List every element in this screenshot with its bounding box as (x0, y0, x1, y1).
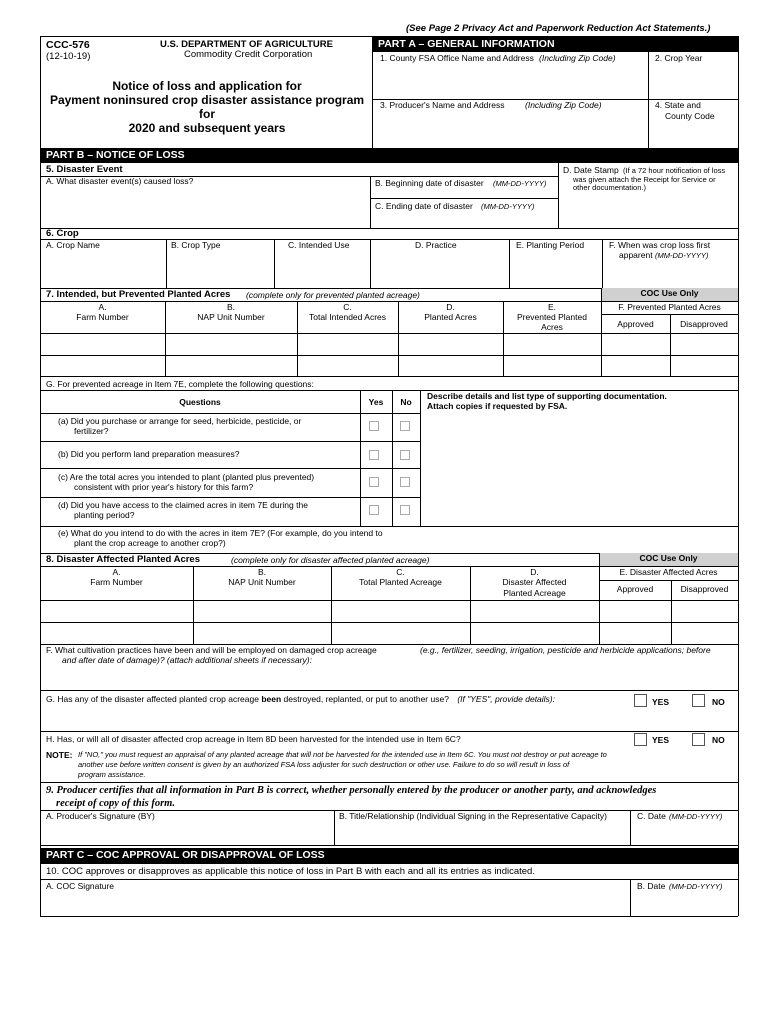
cultivation-practices-note: (e.g., fertilizer, seeding, irrigation, pesticide and herbicide applications; before (420, 645, 711, 655)
question-e: (e) What do you intend to do with the acres in item 7E? (For example, do you intend to (58, 528, 383, 538)
disaster-event-heading: 5. Disaster Event (46, 164, 123, 175)
beginning-date-field[interactable] (371, 177, 557, 197)
agency-name: U.S. DEPARTMENT OF AGRICULTURE (160, 39, 333, 50)
producer-date-field[interactable] (631, 811, 737, 844)
practice-label: D. Practice (415, 240, 457, 250)
coc-use-only-label: COC Use Only (639, 553, 698, 563)
nap-unit-header: NAP Unit Number (228, 577, 296, 587)
loss-apparent-date-field[interactable] (603, 240, 737, 287)
crop-name-field[interactable] (41, 240, 165, 287)
loss-apparent-note: (MM-DD-YYYY) (655, 251, 709, 260)
prevented-acres-letter: E. (547, 302, 557, 312)
ending-date-label: C. Ending date of disaster (375, 201, 473, 211)
divider (40, 441, 420, 442)
question-e-field[interactable] (41, 527, 737, 552)
divider (40, 36, 41, 148)
producer-date-label: C. Date (637, 811, 666, 821)
coc-date-note: (MM-DD-YYYY) (669, 882, 723, 891)
divider (599, 580, 738, 581)
farm-number-letter: A. (112, 567, 121, 577)
acreage-destroyed-no-checkbox[interactable] (692, 694, 705, 707)
producer-date-note: (MM-DD-YYYY) (669, 812, 723, 821)
divider (40, 228, 738, 229)
crop-type-field[interactable] (167, 240, 273, 287)
table-row[interactable] (41, 601, 599, 621)
crop-type-label: B. Crop Type (171, 240, 221, 250)
divider (40, 376, 738, 377)
question-c-yes-checkbox[interactable] (369, 477, 379, 487)
privacy-note: (See Page 2 Privacy Act and Paperwork Reduction Act Statements.) (406, 23, 711, 34)
question-b: (b) Did you perform land preparation measures? (58, 449, 240, 459)
harvested-question: H. Has, or will all of disaster affected crop acreage in Item 8D been harvested for the intended use in Item 6C? (46, 734, 461, 744)
divider (40, 731, 738, 732)
question-a: fertilizer? (74, 426, 109, 436)
beginning-date-label: B. Beginning date of disaster (375, 178, 484, 188)
part-c-heading: PART C – COC APPROVAL OR DISAPPROVAL OF LOSS (40, 848, 738, 864)
date-stamp-note: was given attach the Receipt for Service or (573, 175, 716, 184)
coc-use-only-header (601, 288, 738, 301)
question-e: plant the crop acreage to another crop?) (74, 538, 226, 548)
certification-text: receipt of copy of this form. (56, 798, 175, 809)
disapproved-header: Disapproved (680, 319, 728, 329)
coc-signature-label: A. COC Signature (46, 881, 115, 891)
no-label: NO (712, 697, 725, 707)
harvested-no-checkbox[interactable] (692, 733, 705, 746)
divider (40, 497, 420, 498)
question-c-no-checkbox[interactable] (400, 477, 410, 487)
producer-name-note: (Including Zip Code) (525, 100, 602, 110)
approved-header: Approved (617, 319, 654, 329)
page-title: Payment noninsured crop disaster assistance program (49, 93, 365, 107)
divider (40, 690, 738, 691)
describe-header: Describe details and list type of supporting documentation. (427, 391, 667, 401)
title-relationship-label: B. Title/Relationship (Individual Signing in the Representative Capacity) (339, 811, 607, 821)
question-c: (c) Are the total acres you intended to plant (planted plus prevented) (58, 472, 315, 482)
crop-heading: 6. Crop (46, 228, 79, 239)
farm-number-letter: A. (98, 302, 107, 312)
county-office-label: 1. County FSA Office Name and Address (380, 53, 534, 63)
crop-name-label: A. Crop Name (46, 240, 100, 250)
crop-year-label: 2. Crop Year (655, 53, 703, 63)
coc-use-only-header (599, 553, 738, 566)
prevented-planted-note: (complete only for prevented planted acreage) (246, 290, 420, 300)
date-stamp-note: (If a 72 hour notification of loss (623, 166, 726, 175)
coc-disaster-header: E. Disaster Affected Acres (619, 567, 718, 577)
describe-header: Attach copies if requested by FSA. (427, 401, 568, 411)
date-stamp-label: D. Date Stamp (563, 165, 619, 175)
question-b-yes-checkbox[interactable] (369, 450, 379, 460)
no-header: No (400, 397, 412, 407)
part-b-heading: PART B – NOTICE OF LOSS (40, 148, 738, 163)
producer-signature-field[interactable] (41, 811, 333, 844)
total-intended-letter: C. (343, 302, 352, 312)
total-intended-header: Total Intended Acres (308, 312, 387, 322)
disaster-event-field[interactable] (41, 177, 369, 227)
form-number: CCC-576 (46, 39, 90, 51)
acreage-destroyed-yes-checkbox[interactable] (634, 694, 647, 707)
producer-name-field[interactable] (373, 100, 647, 147)
divider (738, 148, 739, 916)
divider (601, 288, 602, 376)
question-d-no-checkbox[interactable] (400, 505, 410, 515)
planted-acres-letter: D. (446, 302, 455, 312)
prevented-acres-header: Acres (541, 322, 563, 332)
disaster-affected-header: Disaster Affected (502, 577, 567, 587)
divider (738, 36, 739, 148)
producer-name-label: 3. Producer's Name and Address (380, 100, 505, 110)
planting-period-field[interactable] (510, 240, 601, 287)
page-title: for (199, 107, 215, 121)
question-c: consistent with prior year's history for this farm? (74, 482, 254, 492)
state-county-code-field[interactable] (649, 100, 737, 147)
intended-use-field[interactable] (275, 240, 369, 287)
yes-label: YES (652, 697, 670, 707)
cultivation-practices-field[interactable] (41, 667, 737, 689)
intended-use-label: C. Intended Use (288, 240, 350, 250)
cultivation-practices-label: F. What cultivation practices have been and will be employed on damaged crop acreage (46, 645, 377, 655)
disaster-event-label: A. What disaster event(s) caused loss? (46, 176, 194, 186)
crop-year-field[interactable] (649, 52, 737, 98)
county-office-field[interactable] (373, 52, 647, 98)
ending-date-note: (MM-DD-YYYY) (481, 202, 535, 211)
prevented-acres-header: Prevented Planted (517, 312, 587, 322)
county-code-label: County Code (665, 111, 715, 121)
acreage-destroyed-emphasis: been (261, 694, 282, 704)
planting-period-label: E. Planting Period (516, 240, 585, 250)
planted-acres-header: Planted Acres (424, 312, 477, 322)
divider (599, 553, 600, 644)
disaster-affected-heading: 8. Disaster Affected Planted Acres (46, 554, 200, 565)
supporting-documentation-field[interactable] (421, 414, 737, 526)
question-a: (a) Did you purchase or arrange for seed, herbicide, pesticide, or (58, 416, 302, 426)
question-d: planting period? (74, 510, 135, 520)
divider (40, 916, 738, 917)
no-label: NO (712, 735, 725, 745)
divider (40, 845, 738, 846)
coc-use-only-label: COC Use Only (640, 288, 699, 298)
question-b-no-checkbox[interactable] (400, 450, 410, 460)
acreage-destroyed-text: G. Has any of the disaster affected planted crop acreage (46, 694, 259, 704)
prevented-questions-intro: G. For prevented acreage in Item 7E, complete the following questions: (46, 379, 314, 389)
questions-header: Questions (179, 397, 221, 407)
note-text: program assistance. (78, 770, 146, 779)
acreage-destroyed-details-field[interactable] (41, 710, 737, 730)
practice-field[interactable] (371, 240, 508, 287)
date-stamp-note: other documentation.) (573, 183, 646, 192)
note-text: If "NO," you must request an appraisal of any planted acreage that will not be harvested for the intended use in Item 6C. You must not destroy or put acreage to (78, 750, 607, 759)
nap-unit-letter: B. (226, 302, 236, 312)
coc-approval-text: 10. COC approves or disapproves as applicable this notice of loss in Part B with each and all its entries as indicated. (46, 866, 535, 877)
prevented-planted-heading: 7. Intended, but Prevented Planted Acres (46, 289, 231, 300)
question-d-yes-checkbox[interactable] (369, 505, 379, 515)
total-planted-letter: C. (396, 567, 405, 577)
question-a-no-checkbox[interactable] (400, 421, 410, 431)
question-d: (d) Did you have access to the claimed acres in item 7E during the (58, 500, 308, 510)
total-planted-header: Total Planted Acreage (359, 577, 442, 587)
county-office-note: (Including Zip Code) (539, 53, 616, 63)
part-a-heading: PART A – GENERAL INFORMATION (372, 37, 738, 52)
divider (392, 390, 393, 527)
divider (40, 413, 420, 414)
table-row[interactable] (41, 356, 601, 376)
ending-date-field[interactable] (371, 199, 557, 227)
disaster-affected-note: (complete only for disaster affected planted acreage) (231, 555, 430, 565)
title-relationship-field[interactable] (335, 811, 629, 844)
yes-label: YES (652, 735, 670, 745)
coc-prevented-header: F. Prevented Planted Acres (618, 302, 721, 312)
form-date: (12-10-19) (46, 51, 91, 62)
coc-signature-field[interactable] (41, 880, 629, 915)
acreage-destroyed-question (46, 695, 555, 705)
nap-unit-letter: B. (257, 567, 267, 577)
disaster-affected-header: Planted Acreage (503, 588, 566, 598)
nap-unit-header: NAP Unit Number (197, 312, 265, 322)
farm-number-header: Farm Number (76, 312, 129, 322)
date-stamp-field[interactable] (559, 164, 737, 227)
farm-number-header: Farm Number (90, 577, 143, 587)
state-code-label: 4. State and (655, 100, 701, 110)
approved-header: Approved (616, 584, 654, 594)
note-text: another use before written consent is given by an authorized FSA loss adjuster for such destruction or other use. Failure to do so will result in loss of (78, 760, 570, 769)
cultivation-practices-note: and after date of damage)? (attach additional sheets if necessary): (62, 655, 312, 665)
page-title: 2020 and subsequent years (128, 121, 286, 135)
certification-text: 9. Producer certifies that all information in Part B is correct, whether personally entered by the producer or another party, and acknowledges (46, 785, 657, 796)
coc-approval-statement (46, 867, 535, 878)
page-title: Notice of loss and application for (112, 79, 302, 93)
loss-apparent-label: F. When was crop loss first (609, 240, 711, 250)
divider (360, 390, 361, 527)
divider (40, 468, 420, 469)
acreage-destroyed-note: (If "YES", provide details): (457, 694, 555, 704)
beginning-date-note: (MM-DD-YYYY) (493, 179, 547, 188)
disapproved-header: Disapproved (680, 584, 729, 594)
divider (601, 314, 738, 315)
table-row[interactable] (41, 334, 601, 354)
acreage-destroyed-text: destroyed, replanted, or put to another use? (283, 694, 449, 704)
question-a-yes-checkbox[interactable] (369, 421, 379, 431)
loss-apparent-label: apparent (619, 250, 653, 260)
harvested-yes-checkbox[interactable] (634, 733, 647, 746)
sub-agency-name: Commodity Credit Corporation (184, 49, 313, 60)
coc-date-field[interactable] (631, 880, 737, 915)
note-label: NOTE: (46, 750, 73, 760)
disaster-affected-letter: D. (530, 567, 539, 577)
yes-header: Yes (368, 397, 384, 407)
producer-signature-label: A. Producer's Signature (BY) (46, 811, 155, 821)
divider (40, 782, 738, 783)
table-row[interactable] (41, 623, 599, 643)
coc-date-label: B. Date (637, 881, 666, 891)
